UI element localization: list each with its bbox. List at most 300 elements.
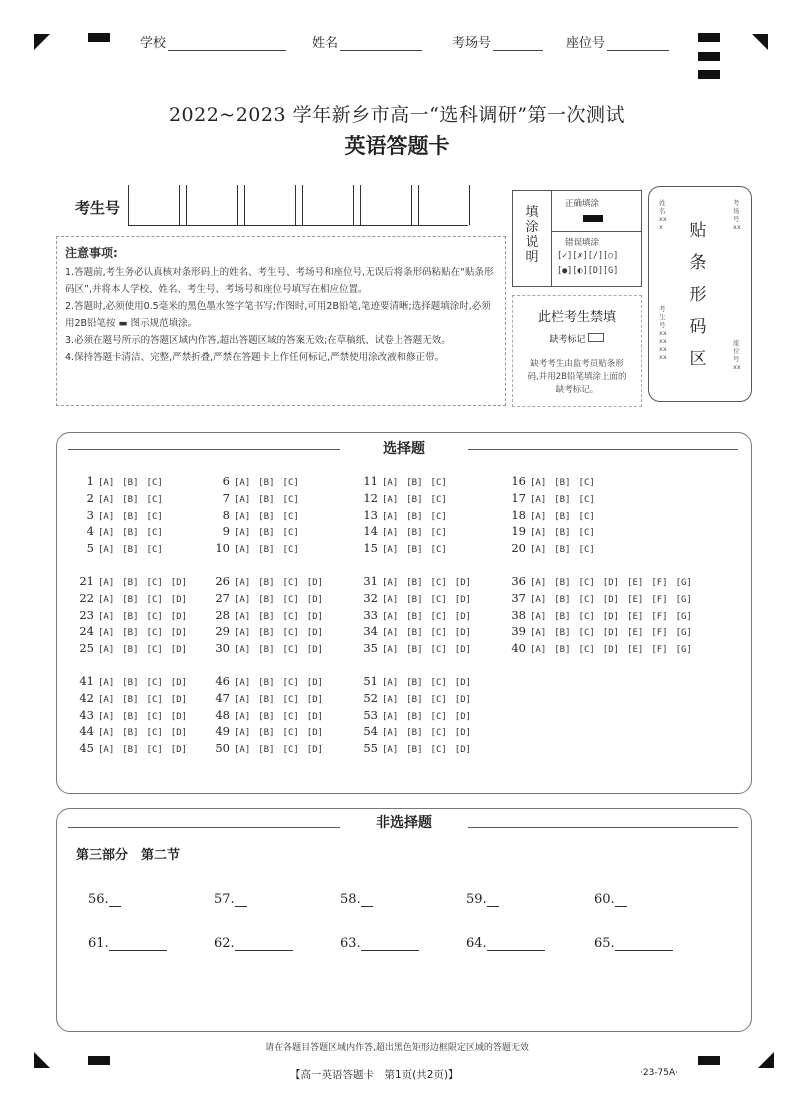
option-bubble[interactable]: [D]: [602, 645, 620, 656]
option-bubble[interactable]: [B]: [258, 528, 275, 539]
option-bubble[interactable]: [A]: [382, 628, 399, 639]
option-bubble[interactable]: [C]: [430, 545, 447, 556]
option-bubble[interactable]: [A]: [98, 494, 115, 505]
option-bubble[interactable]: [A]: [382, 728, 399, 739]
name-field[interactable]: [312, 32, 422, 51]
question-row: [360, 524, 455, 538]
option-bubble[interactable]: [B]: [258, 611, 275, 622]
option-bubble[interactable]: [D]: [170, 711, 188, 722]
candidate-number-digit-box[interactable]: [128, 185, 180, 225]
question-number: 20: [511, 541, 526, 556]
option-bubble[interactable]: [D]: [454, 628, 472, 639]
option-bubble[interactable]: [A]: [382, 578, 399, 588]
option-bubble[interactable]: [F]: [651, 645, 668, 656]
option-bubble[interactable]: [C]: [282, 578, 299, 588]
option-bubble[interactable]: [C]: [430, 478, 447, 488]
option-bubble[interactable]: [C]: [282, 511, 299, 522]
option-bubble[interactable]: [A]: [530, 645, 547, 656]
option-bubble[interactable]: [C]: [146, 711, 163, 722]
option-bubble[interactable]: [B]: [122, 478, 139, 488]
option-bubble[interactable]: [B]: [554, 478, 571, 488]
option-bubble[interactable]: [C]: [430, 678, 447, 688]
option-bubble[interactable]: [C]: [578, 628, 595, 639]
option-bubble[interactable]: [A]: [382, 594, 399, 605]
option-bubble[interactable]: [D]: [306, 694, 324, 705]
question-row: [76, 491, 171, 505]
option-bubble[interactable]: [A]: [98, 728, 115, 739]
answer-blank-61[interactable]: [88, 936, 167, 951]
option-bubble[interactable]: [B]: [258, 728, 275, 739]
footnote: 请在各题目答题区域内作答,超出黑色矩形边框限定区域的答题无效: [265, 1043, 529, 1053]
option-bubble[interactable]: [C]: [578, 478, 595, 488]
option-bubble[interactable]: [C]: [146, 528, 163, 539]
option-bubble[interactable]: [B]: [122, 578, 139, 588]
option-bubble[interactable]: [A]: [98, 611, 115, 622]
option-bubble[interactable]: [C]: [146, 478, 163, 488]
option-bubble[interactable]: [A]: [382, 611, 399, 622]
answer-blank-60[interactable]: [594, 892, 627, 907]
question-row: [508, 591, 700, 605]
option-bubble[interactable]: [B]: [554, 578, 571, 588]
written-section-title: 非选择题: [340, 812, 468, 832]
option-bubble[interactable]: [B]: [122, 511, 139, 522]
option-bubble[interactable]: [F]: [651, 594, 668, 605]
option-bubble[interactable]: [B]: [122, 728, 139, 739]
option-bubble[interactable]: [D]: [306, 594, 324, 605]
option-bubble[interactable]: [E]: [627, 594, 644, 605]
question-number: 3: [86, 507, 94, 522]
option-bubble[interactable]: [C]: [578, 528, 595, 539]
answer-blank-58[interactable]: [340, 892, 373, 907]
option-bubble[interactable]: [B]: [406, 511, 423, 522]
option-bubble[interactable]: [A]: [530, 528, 547, 539]
barcode-area: [648, 186, 752, 402]
option-bubble[interactable]: [B]: [406, 545, 423, 556]
option-bubble[interactable]: [A]: [530, 578, 547, 588]
option-bubble[interactable]: [C]: [282, 594, 299, 605]
option-bubble[interactable]: [B]: [258, 645, 275, 656]
option-bubble[interactable]: [B]: [406, 528, 423, 539]
option-bubble[interactable]: [B]: [258, 494, 275, 505]
question-row: [76, 541, 171, 555]
option-bubble[interactable]: [C]: [430, 494, 447, 505]
option-bubble[interactable]: [A]: [98, 545, 115, 556]
option-bubble[interactable]: [B]: [406, 611, 423, 622]
option-bubble[interactable]: [F]: [651, 611, 668, 622]
notes-item: 2.答题时,必须使用0.5毫米的黑色墨水签字笔书写;作图时,可用2B铅笔,笔迹要清晰;选择题填涂时,必须用2B铅笔按 ▬ 图示规范填涂。: [65, 301, 491, 329]
room-field[interactable]: [452, 32, 543, 51]
option-bubble[interactable]: [A]: [234, 545, 251, 556]
school-line: [168, 50, 286, 51]
option-bubble[interactable]: [A]: [98, 511, 115, 522]
answer-blank-65[interactable]: [594, 936, 673, 951]
option-bubble[interactable]: [C]: [430, 528, 447, 539]
question-row: [76, 574, 195, 588]
option-bubble[interactable]: [B]: [258, 578, 275, 588]
option-bubble[interactable]: [A]: [530, 628, 547, 639]
notes-item: 3.必须在题号所示的答题区域内作答,超出答题区域的答案无效;在草稿纸、试卷上答题无效。: [65, 335, 451, 346]
option-bubble[interactable]: [D]: [602, 628, 620, 639]
option-bubble[interactable]: [G]: [675, 628, 692, 639]
option-bubble[interactable]: [C]: [282, 494, 299, 505]
option-bubble[interactable]: [A]: [98, 678, 115, 688]
absent-mark-label[interactable]: [513, 332, 641, 345]
option-bubble[interactable]: [A]: [382, 511, 399, 522]
option-bubble[interactable]: [E]: [627, 578, 644, 588]
option-bubble[interactable]: [C]: [282, 545, 299, 556]
option-bubble[interactable]: [A]: [382, 645, 399, 656]
option-bubble[interactable]: [B]: [406, 745, 423, 756]
option-bubble[interactable]: [D]: [306, 711, 324, 722]
option-bubble[interactable]: [A]: [382, 711, 399, 722]
room-label: 考场号: [452, 36, 492, 51]
option-bubble[interactable]: [C]: [430, 745, 447, 756]
question-number: 49: [215, 724, 230, 739]
option-bubble[interactable]: [A]: [98, 694, 115, 705]
option-bubble[interactable]: [D]: [602, 594, 620, 605]
option-bubble[interactable]: [C]: [282, 678, 299, 688]
option-bubble[interactable]: [A]: [234, 511, 251, 522]
option-bubble[interactable]: [A]: [382, 478, 399, 488]
option-bubble[interactable]: [D]: [454, 645, 472, 656]
option-bubble[interactable]: [D]: [454, 594, 472, 605]
timing-mark: [698, 70, 720, 79]
option-bubble[interactable]: [C]: [282, 694, 299, 705]
option-bubble[interactable]: [A]: [98, 711, 115, 722]
option-bubble[interactable]: [D]: [170, 594, 188, 605]
question-number: 1: [86, 474, 94, 488]
option-bubble[interactable]: [B]: [406, 728, 423, 739]
option-bubble[interactable]: [G]: [675, 594, 692, 605]
answer-blank-64[interactable]: [466, 936, 545, 951]
option-bubble[interactable]: [A]: [234, 494, 251, 505]
option-bubble[interactable]: [D]: [170, 728, 188, 739]
candidate-number-digit-box[interactable]: [360, 185, 412, 225]
option-bubble[interactable]: [B]: [258, 478, 275, 488]
mc-section-title: 选择题: [340, 438, 468, 458]
option-bubble[interactable]: [D]: [170, 578, 188, 588]
option-bubble[interactable]: [C]: [282, 611, 299, 622]
option-bubble[interactable]: [B]: [554, 628, 571, 639]
question-row: [76, 624, 195, 638]
option-bubble[interactable]: [A]: [234, 728, 251, 739]
option-bubble[interactable]: [A]: [382, 694, 399, 705]
blank-number: 59.: [466, 892, 487, 907]
option-bubble[interactable]: [C]: [430, 694, 447, 705]
option-bubble[interactable]: [B]: [406, 594, 423, 605]
seat-line: [607, 50, 669, 51]
option-bubble[interactable]: [A]: [530, 594, 547, 605]
question-row: [76, 474, 171, 488]
option-bubble[interactable]: [B]: [554, 645, 571, 656]
option-bubble[interactable]: [C]: [430, 711, 447, 722]
option-bubble[interactable]: [B]: [406, 678, 423, 688]
option-bubble[interactable]: [F]: [651, 628, 668, 639]
notes-item: 4.保持答题卡清洁、完整,严禁折叠,严禁在答题卡上作任何标记,严禁使用涂改液和修正带。: [65, 352, 445, 363]
option-bubble[interactable]: [B]: [258, 628, 275, 639]
option-bubble[interactable]: [B]: [406, 694, 423, 705]
option-bubble[interactable]: [B]: [554, 594, 571, 605]
option-bubble[interactable]: [A]: [98, 578, 115, 588]
option-bubble[interactable]: [G]: [675, 611, 692, 622]
option-bubble[interactable]: [C]: [578, 611, 595, 622]
option-bubble[interactable]: [F]: [651, 578, 668, 588]
option-bubble[interactable]: [B]: [258, 511, 275, 522]
option-bubble[interactable]: [D]: [306, 628, 324, 639]
option-bubble[interactable]: [C]: [578, 494, 595, 505]
option-bubble[interactable]: [B]: [554, 511, 571, 522]
option-bubble[interactable]: [D]: [170, 611, 188, 622]
option-bubble[interactable]: [C]: [282, 745, 299, 756]
school-label: 学校: [140, 36, 167, 51]
option-bubble[interactable]: [C]: [146, 611, 163, 622]
option-bubble[interactable]: [D]: [170, 628, 188, 639]
option-bubble[interactable]: [B]: [554, 545, 571, 556]
option-bubble[interactable]: [A]: [98, 628, 115, 639]
option-bubble[interactable]: [A]: [234, 611, 251, 622]
option-bubble[interactable]: [C]: [578, 594, 595, 605]
question-number: 15: [363, 541, 378, 556]
option-bubble[interactable]: [C]: [430, 594, 447, 605]
option-bubble[interactable]: [B]: [122, 528, 139, 539]
option-bubble[interactable]: [B]: [122, 678, 139, 688]
option-bubble[interactable]: [C]: [146, 728, 163, 739]
answer-blank-57[interactable]: [214, 892, 247, 907]
page-title: 2022~2023 学年新乡市高一“选科调研”第一次测试: [168, 104, 626, 126]
option-bubble[interactable]: [B]: [122, 494, 139, 505]
option-bubble[interactable]: [D]: [602, 611, 620, 622]
option-bubble[interactable]: [B]: [258, 694, 275, 705]
question-number: 31: [363, 574, 378, 588]
question-number: 40: [511, 641, 526, 656]
option-bubble[interactable]: [B]: [406, 645, 423, 656]
option-bubble[interactable]: [A]: [98, 594, 115, 605]
option-bubble[interactable]: [A]: [234, 645, 251, 656]
option-bubble[interactable]: [C]: [578, 511, 595, 522]
option-bubble[interactable]: [D]: [454, 711, 472, 722]
option-bubble[interactable]: [C]: [146, 545, 163, 556]
option-bubble[interactable]: [A]: [530, 545, 547, 556]
question-row: [360, 541, 455, 555]
candidate-number-digit-box[interactable]: [186, 185, 238, 225]
option-bubble[interactable]: [A]: [234, 711, 251, 722]
absent-mark-box[interactable]: [588, 333, 604, 342]
option-bubble[interactable]: [A]: [234, 478, 251, 488]
question-number: 50: [215, 741, 230, 756]
question-number: 17: [511, 490, 526, 505]
option-bubble[interactable]: [B]: [122, 694, 139, 705]
option-bubble[interactable]: [C]: [146, 745, 163, 756]
page-subtitle: 英语答题卡: [344, 134, 450, 158]
option-bubble[interactable]: [B]: [122, 611, 139, 622]
option-bubble[interactable]: [E]: [627, 628, 644, 639]
reserved-title: 此栏考生禁填: [537, 310, 616, 325]
seat-field[interactable]: [566, 32, 669, 51]
option-bubble[interactable]: [A]: [530, 478, 547, 488]
option-bubble[interactable]: [G]: [675, 578, 692, 588]
school-field[interactable]: [140, 32, 286, 51]
option-bubble[interactable]: [B]: [554, 494, 571, 505]
option-bubble[interactable]: [D]: [602, 578, 620, 588]
question-row: [76, 741, 195, 755]
option-bubble[interactable]: [C]: [146, 678, 163, 688]
corner-mark-top-right: [752, 34, 768, 50]
option-bubble[interactable]: [A]: [530, 611, 547, 622]
question-row: [212, 591, 331, 605]
answer-blank-62[interactable]: [214, 936, 293, 951]
blank-number: 63.: [340, 936, 361, 951]
option-bubble[interactable]: [C]: [146, 645, 163, 656]
option-bubble[interactable]: [D]: [454, 745, 472, 756]
candidate-number-digit-box[interactable]: [244, 185, 296, 225]
option-bubble[interactable]: [C]: [282, 528, 299, 539]
answer-blank-59[interactable]: [466, 892, 499, 907]
question-number: 14: [363, 524, 378, 539]
option-bubble[interactable]: [C]: [282, 645, 299, 656]
option-bubble[interactable]: [C]: [282, 628, 299, 639]
option-bubble[interactable]: [A]: [234, 594, 251, 605]
wrong-fill-sample: [●][◐][D][G]: [557, 266, 619, 276]
option-bubble[interactable]: [C]: [282, 478, 299, 488]
option-bubble[interactable]: [B]: [406, 578, 423, 588]
question-row: [508, 524, 603, 538]
option-bubble[interactable]: [C]: [146, 628, 163, 639]
option-bubble[interactable]: [C]: [430, 578, 447, 588]
option-bubble[interactable]: [B]: [258, 594, 275, 605]
option-bubble[interactable]: [C]: [146, 594, 163, 605]
option-bubble[interactable]: [E]: [627, 611, 644, 622]
question-number: 22: [79, 590, 94, 605]
option-bubble[interactable]: [A]: [530, 494, 547, 505]
option-bubble[interactable]: [C]: [146, 494, 163, 505]
option-bubble[interactable]: [C]: [578, 645, 595, 656]
option-bubble[interactable]: [B]: [258, 711, 275, 722]
option-bubble[interactable]: [A]: [234, 745, 251, 756]
question-row: [212, 524, 307, 538]
option-bubble[interactable]: [B]: [554, 611, 571, 622]
option-bubble[interactable]: [D]: [454, 578, 472, 588]
question-row: [212, 541, 307, 555]
option-bubble[interactable]: [C]: [578, 578, 595, 588]
option-bubble[interactable]: [A]: [98, 745, 115, 756]
candidate-number-digit-box[interactable]: [302, 185, 354, 225]
option-bubble[interactable]: [A]: [382, 528, 399, 539]
option-bubble[interactable]: [D]: [454, 728, 472, 739]
option-bubble[interactable]: [B]: [122, 628, 139, 639]
option-bubble[interactable]: [A]: [234, 628, 251, 639]
option-bubble[interactable]: [A]: [234, 578, 251, 588]
option-bubble[interactable]: [C]: [146, 578, 163, 588]
option-bubble[interactable]: [D]: [306, 611, 324, 622]
option-bubble[interactable]: [A]: [382, 678, 399, 688]
question-row: [212, 741, 331, 755]
option-bubble[interactable]: [D]: [306, 645, 324, 656]
option-bubble[interactable]: [B]: [406, 628, 423, 639]
option-bubble[interactable]: [D]: [454, 678, 472, 688]
option-bubble[interactable]: [B]: [122, 594, 139, 605]
option-bubble[interactable]: [C]: [146, 511, 163, 522]
option-bubble[interactable]: [D]: [170, 694, 188, 705]
option-bubble[interactable]: [A]: [382, 494, 399, 505]
option-bubble[interactable]: [B]: [122, 745, 139, 756]
barcode-side-text: 姓名xxx: [659, 199, 667, 231]
question-number: 8: [222, 507, 230, 522]
option-bubble[interactable]: [D]: [170, 645, 188, 656]
option-bubble[interactable]: [B]: [406, 478, 423, 488]
option-bubble[interactable]: [B]: [122, 645, 139, 656]
option-bubble[interactable]: [C]: [578, 545, 595, 556]
option-bubble[interactable]: [B]: [258, 678, 275, 688]
option-bubble[interactable]: [C]: [430, 611, 447, 622]
timing-mark: [698, 1056, 720, 1065]
option-bubble[interactable]: [C]: [430, 628, 447, 639]
option-bubble[interactable]: [D]: [170, 745, 188, 756]
option-bubble[interactable]: [E]: [627, 645, 644, 656]
option-bubble[interactable]: [A]: [234, 678, 251, 688]
question-number: 27: [215, 590, 230, 605]
question-number: 11: [363, 474, 378, 488]
question-number: 44: [79, 724, 94, 739]
option-bubble[interactable]: [B]: [122, 711, 139, 722]
option-bubble[interactable]: [B]: [258, 745, 275, 756]
option-bubble[interactable]: [G]: [675, 645, 692, 656]
question-number: 41: [79, 674, 94, 688]
wrong-fill-sample: [✓][✗][/][○]: [557, 251, 619, 261]
option-bubble[interactable]: [D]: [306, 678, 324, 688]
question-row: [212, 674, 331, 688]
option-bubble[interactable]: [A]: [98, 478, 115, 488]
option-bubble[interactable]: [D]: [306, 728, 324, 739]
option-bubble[interactable]: [B]: [406, 711, 423, 722]
question-row: [212, 641, 331, 655]
option-bubble[interactable]: [C]: [282, 728, 299, 739]
answer-blank-56[interactable]: [88, 892, 121, 907]
option-bubble[interactable]: [A]: [382, 545, 399, 556]
option-bubble[interactable]: [B]: [122, 545, 139, 556]
option-bubble[interactable]: [A]: [234, 528, 251, 539]
option-bubble[interactable]: [C]: [282, 711, 299, 722]
blank-number: 65.: [594, 936, 615, 951]
barcode-side-text: 考生号xxxxxxxx: [659, 305, 667, 361]
option-bubble[interactable]: [D]: [454, 694, 472, 705]
blank-number: 61.: [88, 936, 109, 951]
option-bubble[interactable]: [C]: [146, 694, 163, 705]
option-bubble[interactable]: [A]: [530, 511, 547, 522]
barcode-side-text: 座位号xx: [733, 339, 741, 371]
option-bubble[interactable]: [A]: [234, 694, 251, 705]
option-bubble[interactable]: [A]: [98, 528, 115, 539]
answer-blank-63[interactable]: [340, 936, 419, 951]
option-bubble[interactable]: [D]: [454, 611, 472, 622]
option-bubble[interactable]: [A]: [98, 645, 115, 656]
option-bubble[interactable]: [C]: [430, 645, 447, 656]
option-bubble[interactable]: [D]: [306, 745, 324, 756]
option-bubble[interactable]: [C]: [430, 728, 447, 739]
option-bubble[interactable]: [D]: [306, 578, 324, 588]
question-number: 48: [215, 707, 230, 722]
option-bubble[interactable]: [A]: [382, 745, 399, 756]
question-number: 38: [511, 607, 526, 622]
candidate-number-digit-box[interactable]: [418, 185, 470, 225]
question-number: 39: [511, 624, 526, 639]
question-row: [360, 474, 455, 488]
option-bubble[interactable]: [B]: [554, 528, 571, 539]
option-bubble[interactable]: [B]: [258, 545, 275, 556]
option-bubble[interactable]: [B]: [406, 494, 423, 505]
option-bubble[interactable]: [D]: [170, 678, 188, 688]
question-number: 43: [79, 707, 94, 722]
option-bubble[interactable]: [C]: [430, 511, 447, 522]
